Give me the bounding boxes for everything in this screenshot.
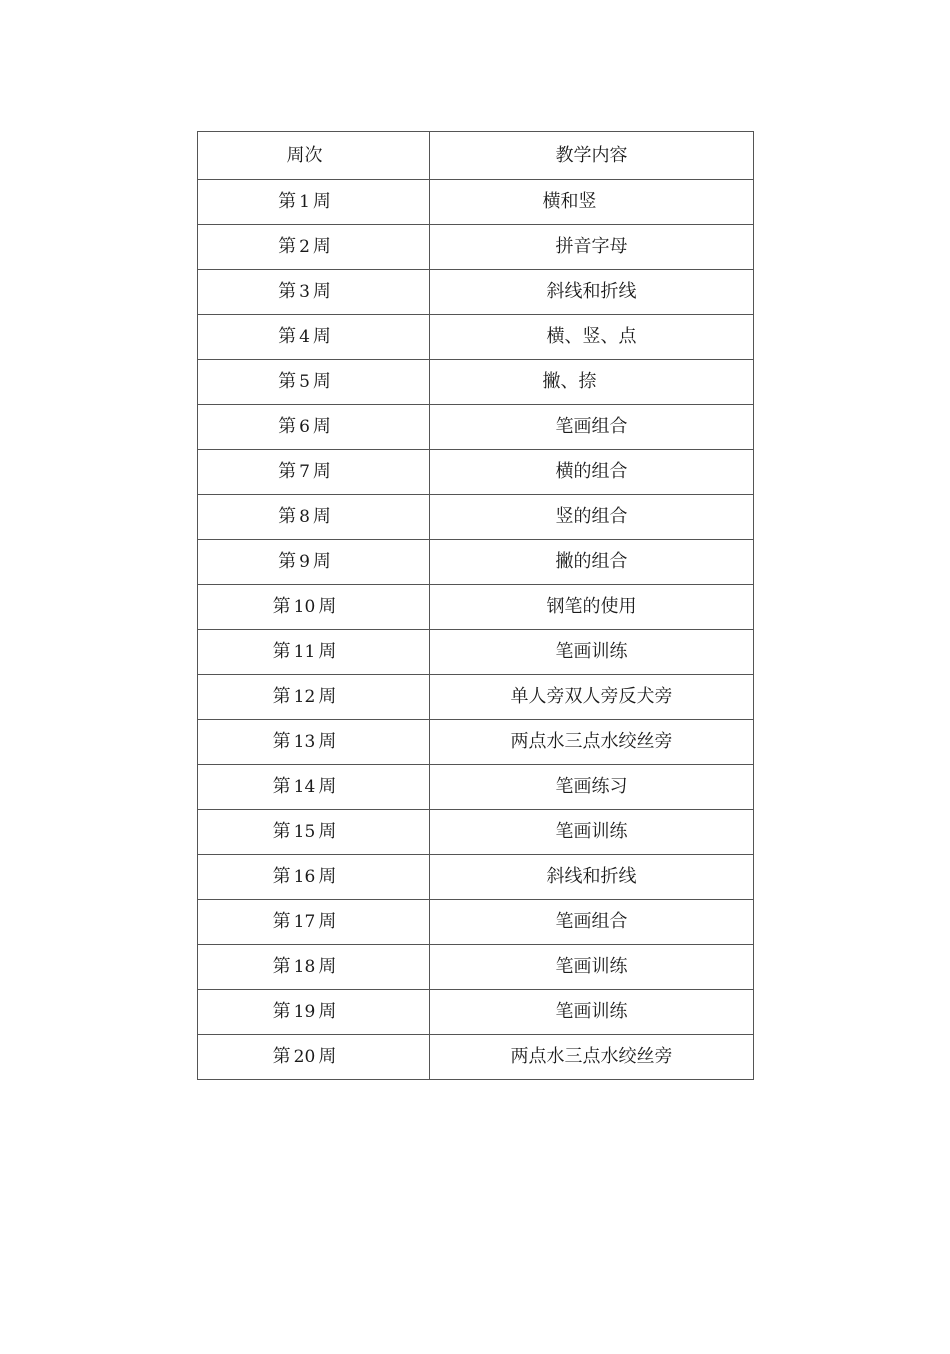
content-cell	[430, 315, 754, 360]
week-cell	[198, 720, 430, 765]
content-text: 撇、捺	[542, 371, 597, 392]
week-number: 14	[293, 777, 316, 797]
content-text: 钢笔的使用	[546, 596, 637, 617]
table-row	[198, 855, 754, 900]
content-cell	[430, 855, 754, 900]
table-row	[198, 225, 754, 270]
week-suffix: 周	[318, 596, 337, 617]
content-text: 笔画组合	[555, 416, 628, 437]
week-suffix: 周	[318, 641, 337, 662]
content-text: 笔画训练	[555, 956, 628, 977]
week-prefix: 第	[272, 956, 291, 977]
week-number: 1	[299, 192, 310, 212]
week-number: 20	[293, 1047, 316, 1067]
table-row	[198, 945, 754, 990]
content-cell	[430, 810, 754, 855]
week-number: 15	[293, 822, 316, 842]
content-cell	[430, 405, 754, 450]
content-text: 单人旁双人旁反犬旁	[510, 686, 673, 707]
week-prefix: 第	[278, 236, 297, 257]
week-suffix: 周	[312, 191, 331, 212]
week-prefix: 第	[272, 686, 291, 707]
content-cell	[430, 495, 754, 540]
week-cell	[198, 405, 430, 450]
week-suffix: 周	[318, 911, 337, 932]
week-cell	[198, 810, 430, 855]
week-cell	[198, 855, 430, 900]
week-suffix: 周	[312, 416, 331, 437]
week-prefix: 第	[272, 1001, 291, 1022]
week-suffix: 周	[312, 461, 331, 482]
content-text: 撇的组合	[555, 551, 628, 572]
header-week: 周次	[198, 132, 430, 180]
week-prefix: 第	[272, 821, 291, 842]
week-number: 16	[293, 867, 316, 887]
content-text: 横、竖、点	[546, 326, 637, 347]
content-text: 笔画练习	[555, 776, 628, 797]
table-row	[198, 675, 754, 720]
week-cell	[198, 675, 430, 720]
week-cell	[198, 765, 430, 810]
week-suffix: 周	[312, 281, 331, 302]
content-text: 笔画组合	[555, 911, 628, 932]
week-prefix: 第	[272, 911, 291, 932]
content-cell	[430, 360, 754, 405]
week-number: 19	[293, 1002, 316, 1022]
table-row	[198, 765, 754, 810]
content-cell	[430, 945, 754, 990]
content-cell	[430, 675, 754, 720]
content-cell	[430, 540, 754, 585]
week-prefix: 第	[278, 281, 297, 302]
week-cell	[198, 495, 430, 540]
content-cell	[430, 630, 754, 675]
week-cell	[198, 450, 430, 495]
week-number: 2	[299, 237, 310, 257]
content-cell	[430, 225, 754, 270]
table-row	[198, 270, 754, 315]
week-suffix: 周	[312, 326, 331, 347]
table-row	[198, 630, 754, 675]
week-number: 7	[299, 462, 310, 482]
week-number: 12	[293, 687, 316, 707]
content-cell	[430, 765, 754, 810]
week-suffix: 周	[318, 866, 337, 887]
week-prefix: 第	[272, 641, 291, 662]
table-row	[198, 810, 754, 855]
content-text: 拼音字母	[555, 236, 628, 257]
content-text: 笔画训练	[555, 641, 628, 662]
week-cell	[198, 225, 430, 270]
week-prefix: 第	[272, 776, 291, 797]
week-cell	[198, 315, 430, 360]
week-cell	[198, 900, 430, 945]
week-prefix: 第	[278, 461, 297, 482]
table-row	[198, 720, 754, 765]
content-cell	[430, 1035, 754, 1080]
week-suffix: 周	[318, 776, 337, 797]
week-cell	[198, 180, 430, 225]
content-text: 斜线和折线	[546, 281, 637, 302]
week-cell	[198, 540, 430, 585]
content-cell	[430, 900, 754, 945]
week-prefix: 第	[272, 596, 291, 617]
week-prefix: 第	[278, 326, 297, 347]
week-cell	[198, 585, 430, 630]
table-header-row	[198, 132, 754, 180]
week-number: 4	[299, 327, 310, 347]
table-row	[198, 585, 754, 630]
week-prefix: 第	[278, 551, 297, 572]
week-prefix: 第	[272, 866, 291, 887]
week-number: 5	[299, 372, 310, 392]
week-number: 10	[293, 597, 316, 617]
week-suffix: 周	[318, 1001, 337, 1022]
header-content: 教学内容	[430, 132, 754, 180]
table-row	[198, 360, 754, 405]
content-text: 横的组合	[555, 461, 628, 482]
week-suffix: 周	[312, 371, 331, 392]
table-row	[198, 540, 754, 585]
table-row	[198, 315, 754, 360]
week-cell	[198, 990, 430, 1035]
week-suffix: 周	[312, 236, 331, 257]
week-prefix: 第	[278, 371, 297, 392]
week-cell	[198, 945, 430, 990]
week-prefix: 第	[272, 1046, 291, 1067]
content-cell	[430, 180, 754, 225]
content-cell	[430, 990, 754, 1035]
teaching-schedule-table	[197, 131, 754, 1080]
content-cell	[430, 270, 754, 315]
table-row	[198, 990, 754, 1035]
week-suffix: 周	[318, 821, 337, 842]
week-prefix: 第	[278, 416, 297, 437]
content-text: 两点水三点水绞丝旁	[510, 1046, 673, 1067]
week-number: 11	[293, 642, 316, 662]
week-cell	[198, 630, 430, 675]
week-prefix: 第	[278, 506, 297, 527]
week-suffix: 周	[312, 551, 331, 572]
content-cell	[430, 585, 754, 630]
week-prefix: 第	[278, 191, 297, 212]
table-row	[198, 495, 754, 540]
week-number: 8	[299, 507, 310, 527]
table-row	[198, 450, 754, 495]
week-suffix: 周	[318, 1046, 337, 1067]
table-row	[198, 1035, 754, 1080]
week-prefix: 第	[272, 731, 291, 752]
content-text: 斜线和折线	[546, 866, 637, 887]
table-row	[198, 180, 754, 225]
week-suffix: 周	[318, 956, 337, 977]
table-row	[198, 900, 754, 945]
content-cell	[430, 450, 754, 495]
week-cell	[198, 360, 430, 405]
week-cell	[198, 270, 430, 315]
week-number: 6	[299, 417, 310, 437]
week-number: 17	[293, 912, 316, 932]
week-number: 9	[299, 552, 310, 572]
week-cell	[198, 1035, 430, 1080]
week-number: 13	[293, 732, 316, 752]
content-text: 笔画训练	[555, 821, 628, 842]
content-text: 竖的组合	[555, 506, 628, 527]
content-text: 两点水三点水绞丝旁	[510, 731, 673, 752]
week-number: 3	[299, 282, 310, 302]
content-cell	[430, 720, 754, 765]
content-text: 横和竖	[542, 191, 597, 212]
week-suffix: 周	[318, 686, 337, 707]
content-text: 笔画训练	[555, 1001, 628, 1022]
week-suffix: 周	[318, 731, 337, 752]
week-number: 18	[293, 957, 316, 977]
table-row	[198, 405, 754, 450]
week-suffix: 周	[312, 506, 331, 527]
